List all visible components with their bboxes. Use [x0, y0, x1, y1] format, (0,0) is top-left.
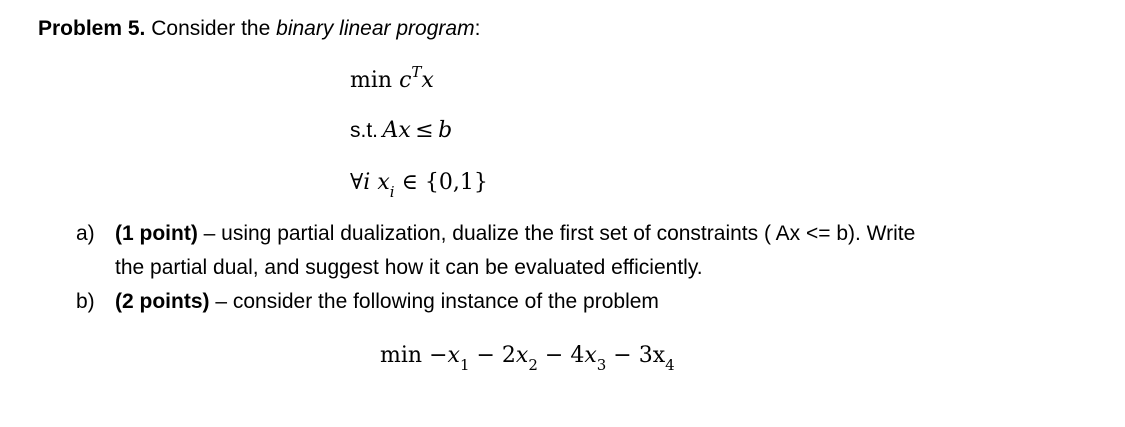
problem-emphasis: binary linear program [276, 17, 475, 40]
domain-set: {0,1} [424, 170, 488, 195]
problem-heading [38, 17, 480, 41]
part-a-line2: the partial dual, and suggest how it can be evaluated efficiently. [115, 256, 703, 279]
part-a-text1: – using partial dualization, dualize the first set of constraints ( Ax <= b). Write [197, 222, 916, 245]
part-b-points: (2 points) [115, 290, 210, 313]
instance-op: min [380, 343, 423, 368]
problem-colon: : [474, 17, 481, 40]
objective [350, 62, 434, 93]
term4-coef: 3x [638, 343, 666, 368]
term2-op: − [476, 343, 495, 368]
domain [350, 170, 488, 202]
objective-transpose: T [411, 62, 422, 81]
term3-sub: 3 [596, 356, 607, 375]
domain-in: ∈ [401, 170, 418, 195]
constraint-lhs: Ax [382, 118, 411, 143]
part-b-line1 [115, 290, 659, 314]
constraint-rel: ≤ [415, 118, 434, 143]
term2-var: x [515, 343, 529, 368]
instance-objective [380, 343, 675, 375]
term3-coef: 4 [570, 343, 585, 368]
problem-intro: Consider the [151, 17, 271, 40]
objective-x: x [421, 68, 434, 93]
domain-sub: i [389, 183, 395, 202]
term4-sub: 4 [665, 356, 675, 375]
part-a-points: (1 point) [115, 222, 198, 245]
term1-sign: − [429, 343, 448, 368]
term3-op: − [544, 343, 564, 368]
forall-symbol: ∀ [350, 170, 364, 195]
term2-sub: 2 [528, 356, 538, 375]
problem-label: Problem 5. [38, 17, 146, 40]
part-a-line1 [115, 222, 915, 246]
st-label: s.t. [350, 119, 379, 142]
term1-sub: 1 [459, 356, 470, 375]
objective-op: min [350, 68, 393, 93]
part-a-label: a) [76, 222, 95, 245]
term4-op: − [613, 343, 632, 368]
domain-index: i [363, 170, 371, 195]
part-b-text1: – consider the following instance of the problem [209, 290, 659, 313]
objective-c: c [399, 68, 412, 93]
part-b-label: b) [76, 290, 95, 313]
constraint [350, 118, 452, 143]
term2-coef: 2 [501, 343, 516, 368]
term1-var: x [447, 343, 460, 368]
domain-var: x [377, 170, 390, 195]
term3-var: x [584, 343, 597, 368]
constraint-rhs: b [438, 118, 453, 143]
